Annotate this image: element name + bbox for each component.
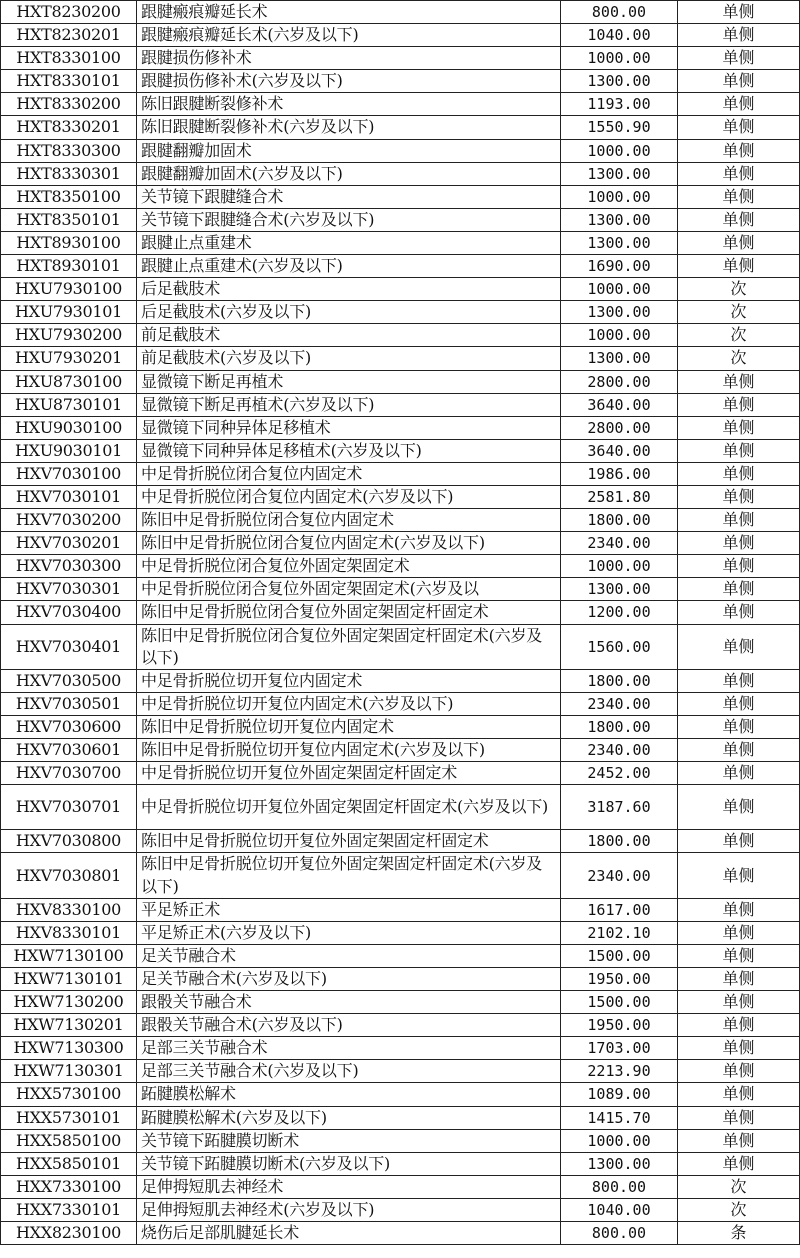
unit-cell: 单侧 (678, 24, 800, 47)
price-cell: 1000.00 (561, 47, 678, 70)
price-cell: 2340.00 (561, 692, 678, 715)
name-cell: 跟腱瘢痕瓣延长术(六岁及以下) (137, 24, 561, 47)
price-cell: 2340.00 (561, 853, 678, 898)
price-cell: 1617.00 (561, 898, 678, 921)
table-row (1, 578, 800, 601)
price-cell: 2581.80 (561, 485, 678, 508)
price-cell: 3640.00 (561, 393, 678, 416)
name-cell: 陈旧中足骨折脱位闭合复位内固定术(六岁及以下) (137, 532, 561, 555)
name-cell: 跟腱止点重建术(六岁及以下) (137, 255, 561, 278)
name-cell: 烧伤后足部肌腱延长术 (137, 1221, 561, 1244)
name-cell: 显微镜下断足再植术(六岁及以下) (137, 393, 561, 416)
code-cell: HXW7130201 (1, 1014, 137, 1037)
price-cell: 1000.00 (561, 324, 678, 347)
code-cell: HXX8230100 (1, 1221, 137, 1244)
price-cell: 1000.00 (561, 555, 678, 578)
unit-cell: 单侧 (678, 416, 800, 439)
table-row (1, 991, 800, 1014)
unit-cell: 单侧 (678, 578, 800, 601)
name-cell: 足关节融合术 (137, 944, 561, 967)
table-row (1, 624, 800, 669)
name-cell: 跟腱损伤修补术 (137, 47, 561, 70)
table-row (1, 898, 800, 921)
code-cell: HXX7330100 (1, 1175, 137, 1198)
code-cell: HXU9030101 (1, 439, 137, 462)
table-row (1, 24, 800, 47)
price-cell: 1300.00 (561, 231, 678, 254)
unit-cell: 单侧 (678, 944, 800, 967)
code-cell: HXT8330201 (1, 116, 137, 139)
table-row (1, 1, 800, 24)
table-row (1, 1175, 800, 1198)
unit-cell: 单侧 (678, 1, 800, 24)
code-cell: HXT8330200 (1, 93, 137, 116)
price-cell: 3640.00 (561, 439, 678, 462)
price-cell: 1986.00 (561, 462, 678, 485)
name-cell: 陈旧中足骨折脱位闭合复位外固定架固定杆固定术(六岁及以下) (137, 624, 561, 669)
table-row (1, 324, 800, 347)
name-cell: 中足骨折脱位切开复位内固定术(六岁及以下) (137, 692, 561, 715)
table-row (1, 231, 800, 254)
name-cell: 足部三关节融合术 (137, 1037, 561, 1060)
price-cell: 1800.00 (561, 715, 678, 738)
code-cell: HXU8730100 (1, 370, 137, 393)
price-cell: 800.00 (561, 1175, 678, 1198)
code-cell: HXX5730101 (1, 1106, 137, 1129)
table-row (1, 1060, 800, 1083)
price-cell: 800.00 (561, 1221, 678, 1244)
name-cell: 平足矫正术(六岁及以下) (137, 921, 561, 944)
unit-cell: 单侧 (678, 830, 800, 853)
name-cell: 中足骨折脱位闭合复位外固定架固定术(六岁及以 (137, 578, 561, 601)
table-row (1, 830, 800, 853)
table-row (1, 278, 800, 301)
unit-cell: 次 (678, 324, 800, 347)
name-cell: 跟腱止点重建术 (137, 231, 561, 254)
name-cell: 关节镜下跖腱膜切断术 (137, 1129, 561, 1152)
unit-cell: 单侧 (678, 47, 800, 70)
code-cell: HXV7030700 (1, 762, 137, 785)
table-row (1, 762, 800, 785)
price-cell: 1300.00 (561, 347, 678, 370)
code-cell: HXT8230200 (1, 1, 137, 24)
price-cell: 1950.00 (561, 967, 678, 990)
price-cell: 1300.00 (561, 301, 678, 324)
unit-cell: 次 (678, 1198, 800, 1221)
unit-cell: 单侧 (678, 393, 800, 416)
price-cell: 1040.00 (561, 1198, 678, 1221)
price-cell: 1040.00 (561, 24, 678, 47)
code-cell: HXV7030800 (1, 830, 137, 853)
code-cell: HXV7030100 (1, 462, 137, 485)
name-cell: 中足骨折脱位切开复位内固定术 (137, 669, 561, 692)
unit-cell: 单侧 (678, 162, 800, 185)
name-cell: 显微镜下同种异体足移植术(六岁及以下) (137, 439, 561, 462)
code-cell: HXT8330300 (1, 139, 137, 162)
code-cell: HXV8330100 (1, 898, 137, 921)
price-cell: 1415.70 (561, 1106, 678, 1129)
price-cell: 1000.00 (561, 185, 678, 208)
code-cell: HXX5730100 (1, 1083, 137, 1106)
table-row (1, 185, 800, 208)
code-cell: HXU9030100 (1, 416, 137, 439)
unit-cell: 次 (678, 347, 800, 370)
table-row (1, 255, 800, 278)
name-cell: 跖腱膜松解术(六岁及以下) (137, 1106, 561, 1129)
price-cell: 2800.00 (561, 416, 678, 439)
table-row (1, 785, 800, 830)
unit-cell: 单侧 (678, 1037, 800, 1060)
table-row (1, 485, 800, 508)
name-cell: 显微镜下同种异体足移植术 (137, 416, 561, 439)
table-row (1, 1037, 800, 1060)
table-row (1, 439, 800, 462)
price-cell: 2452.00 (561, 762, 678, 785)
unit-cell: 单侧 (678, 208, 800, 231)
code-cell: HXV8330101 (1, 921, 137, 944)
code-cell: HXV7030200 (1, 509, 137, 532)
price-table-body (1, 1, 800, 1245)
code-cell: HXT8330301 (1, 162, 137, 185)
table-row (1, 509, 800, 532)
table-row (1, 532, 800, 555)
name-cell: 陈旧跟腱断裂修补术(六岁及以下) (137, 116, 561, 139)
code-cell: HXW7130200 (1, 991, 137, 1014)
price-cell: 1560.00 (561, 624, 678, 669)
unit-cell: 单侧 (678, 1083, 800, 1106)
unit-cell: 单侧 (678, 1106, 800, 1129)
price-cell: 1300.00 (561, 162, 678, 185)
unit-cell: 单侧 (678, 439, 800, 462)
unit-cell: 单侧 (678, 967, 800, 990)
unit-cell: 单侧 (678, 532, 800, 555)
unit-cell: 单侧 (678, 991, 800, 1014)
price-cell: 1193.00 (561, 93, 678, 116)
unit-cell: 单侧 (678, 1129, 800, 1152)
table-row (1, 921, 800, 944)
price-cell: 1550.90 (561, 116, 678, 139)
table-row (1, 555, 800, 578)
code-cell: HXW7130300 (1, 1037, 137, 1060)
table-row (1, 669, 800, 692)
name-cell: 后足截肢术 (137, 278, 561, 301)
table-row (1, 47, 800, 70)
code-cell: HXV7030600 (1, 715, 137, 738)
code-cell: HXV7030400 (1, 601, 137, 624)
table-row (1, 1106, 800, 1129)
table-row (1, 208, 800, 231)
code-cell: HXT8230201 (1, 24, 137, 47)
code-cell: HXV7030500 (1, 669, 137, 692)
table-row (1, 944, 800, 967)
table-row (1, 393, 800, 416)
code-cell: HXU7930200 (1, 324, 137, 347)
name-cell: 关节镜下跟腱缝合术(六岁及以下) (137, 208, 561, 231)
unit-cell: 条 (678, 1221, 800, 1244)
name-cell: 关节镜下跟腱缝合术 (137, 185, 561, 208)
name-cell: 跟骰关节融合术 (137, 991, 561, 1014)
code-cell: HXU7930100 (1, 278, 137, 301)
unit-cell: 单侧 (678, 70, 800, 93)
code-cell: HXV7030501 (1, 692, 137, 715)
name-cell: 足部三关节融合术(六岁及以下) (137, 1060, 561, 1083)
price-cell: 1500.00 (561, 991, 678, 1014)
name-cell: 中足骨折脱位闭合复位外固定架固定术 (137, 555, 561, 578)
code-cell: HXX5850101 (1, 1152, 137, 1175)
name-cell: 跟骰关节融合术(六岁及以下) (137, 1014, 561, 1037)
name-cell: 跟腱瘢痕瓣延长术 (137, 1, 561, 24)
table-row (1, 347, 800, 370)
name-cell: 显微镜下断足再植术 (137, 370, 561, 393)
price-cell: 1000.00 (561, 1129, 678, 1152)
table-row (1, 601, 800, 624)
table-row (1, 1083, 800, 1106)
unit-cell: 单侧 (678, 624, 800, 669)
code-cell: HXW7130101 (1, 967, 137, 990)
name-cell: 中足骨折脱位闭合复位内固定术 (137, 462, 561, 485)
table-row (1, 715, 800, 738)
unit-cell: 单侧 (678, 116, 800, 139)
unit-cell: 单侧 (678, 739, 800, 762)
price-cell: 1000.00 (561, 139, 678, 162)
name-cell: 陈旧中足骨折脱位切开复位外固定架固定杆固定术 (137, 830, 561, 853)
table-row (1, 1129, 800, 1152)
table-row (1, 1198, 800, 1221)
code-cell: HXV7030300 (1, 555, 137, 578)
name-cell: 中足骨折脱位切开复位外固定架固定杆固定术(六岁及以下) (137, 785, 561, 830)
price-cell: 3187.60 (561, 785, 678, 830)
code-cell: HXT8350100 (1, 185, 137, 208)
price-cell: 2340.00 (561, 532, 678, 555)
unit-cell: 单侧 (678, 485, 800, 508)
unit-cell: 单侧 (678, 898, 800, 921)
code-cell: HXW7130301 (1, 1060, 137, 1083)
unit-cell: 单侧 (678, 669, 800, 692)
name-cell: 中足骨折脱位切开复位外固定架固定杆固定术 (137, 762, 561, 785)
code-cell: HXV7030801 (1, 853, 137, 898)
name-cell: 陈旧中足骨折脱位闭合复位内固定术 (137, 509, 561, 532)
code-cell: HXV7030101 (1, 485, 137, 508)
name-cell: 前足截肢术(六岁及以下) (137, 347, 561, 370)
name-cell: 跟腱翻瓣加固术 (137, 139, 561, 162)
price-cell: 1800.00 (561, 669, 678, 692)
table-row (1, 93, 800, 116)
price-cell: 1703.00 (561, 1037, 678, 1060)
name-cell: 足关节融合术(六岁及以下) (137, 967, 561, 990)
price-cell: 1300.00 (561, 578, 678, 601)
price-cell: 1200.00 (561, 601, 678, 624)
table-row (1, 139, 800, 162)
name-cell: 中足骨折脱位闭合复位内固定术(六岁及以下) (137, 485, 561, 508)
table-row (1, 967, 800, 990)
name-cell: 后足截肢术(六岁及以下) (137, 301, 561, 324)
name-cell: 陈旧跟腱断裂修补术 (137, 93, 561, 116)
table-row (1, 853, 800, 898)
unit-cell: 单侧 (678, 601, 800, 624)
table-row (1, 1221, 800, 1244)
price-cell: 1300.00 (561, 70, 678, 93)
unit-cell: 单侧 (678, 785, 800, 830)
table-row (1, 416, 800, 439)
price-cell: 1000.00 (561, 278, 678, 301)
unit-cell: 单侧 (678, 1060, 800, 1083)
unit-cell: 单侧 (678, 93, 800, 116)
unit-cell: 单侧 (678, 509, 800, 532)
table-row (1, 116, 800, 139)
price-cell: 2102.10 (561, 921, 678, 944)
price-cell: 1300.00 (561, 1152, 678, 1175)
unit-cell: 单侧 (678, 255, 800, 278)
code-cell: HXU7930201 (1, 347, 137, 370)
code-cell: HXV7030601 (1, 739, 137, 762)
price-cell: 1800.00 (561, 830, 678, 853)
unit-cell: 单侧 (678, 231, 800, 254)
name-cell: 前足截肢术 (137, 324, 561, 347)
unit-cell: 单侧 (678, 715, 800, 738)
code-cell: HXX7330101 (1, 1198, 137, 1221)
unit-cell: 次 (678, 278, 800, 301)
name-cell: 足伸拇短肌去神经术(六岁及以下) (137, 1198, 561, 1221)
code-cell: HXT8930101 (1, 255, 137, 278)
price-cell: 2340.00 (561, 739, 678, 762)
price-cell: 800.00 (561, 1, 678, 24)
unit-cell: 单侧 (678, 462, 800, 485)
table-row (1, 692, 800, 715)
name-cell: 跟腱损伤修补术(六岁及以下) (137, 70, 561, 93)
code-cell: HXV7030701 (1, 785, 137, 830)
unit-cell: 单侧 (678, 762, 800, 785)
unit-cell: 单侧 (678, 1152, 800, 1175)
unit-cell: 次 (678, 301, 800, 324)
price-cell: 1089.00 (561, 1083, 678, 1106)
unit-cell: 单侧 (678, 555, 800, 578)
unit-cell: 单侧 (678, 921, 800, 944)
unit-cell: 单侧 (678, 692, 800, 715)
code-cell: HXT8930100 (1, 231, 137, 254)
table-row (1, 739, 800, 762)
table-row (1, 370, 800, 393)
price-cell: 1800.00 (561, 509, 678, 532)
code-cell: HXU8730101 (1, 393, 137, 416)
unit-cell: 单侧 (678, 139, 800, 162)
code-cell: HXU7930101 (1, 301, 137, 324)
code-cell: HXT8350101 (1, 208, 137, 231)
unit-cell: 次 (678, 1175, 800, 1198)
name-cell: 陈旧中足骨折脱位切开复位内固定术(六岁及以下) (137, 739, 561, 762)
code-cell: HXX5850100 (1, 1129, 137, 1152)
table-row (1, 70, 800, 93)
name-cell: 陈旧中足骨折脱位闭合复位外固定架固定杆固定术 (137, 601, 561, 624)
code-cell: HXT8330101 (1, 70, 137, 93)
code-cell: HXV7030401 (1, 624, 137, 669)
table-row (1, 462, 800, 485)
price-cell: 1300.00 (561, 208, 678, 231)
table-row (1, 1152, 800, 1175)
name-cell: 平足矫正术 (137, 898, 561, 921)
unit-cell: 单侧 (678, 370, 800, 393)
name-cell: 跟腱翻瓣加固术(六岁及以下) (137, 162, 561, 185)
table-row (1, 301, 800, 324)
price-cell: 1690.00 (561, 255, 678, 278)
name-cell: 陈旧中足骨折脱位切开复位外固定架固定杆固定术(六岁及以下) (137, 853, 561, 898)
name-cell: 足伸拇短肌去神经术 (137, 1175, 561, 1198)
code-cell: HXW7130100 (1, 944, 137, 967)
code-cell: HXT8330100 (1, 47, 137, 70)
unit-cell: 单侧 (678, 185, 800, 208)
table-row (1, 162, 800, 185)
price-cell: 2800.00 (561, 370, 678, 393)
price-cell: 2213.90 (561, 1060, 678, 1083)
name-cell: 关节镜下跖腱膜切断术(六岁及以下) (137, 1152, 561, 1175)
unit-cell: 单侧 (678, 1014, 800, 1037)
price-cell: 1500.00 (561, 944, 678, 967)
table-row (1, 1014, 800, 1037)
code-cell: HXV7030201 (1, 532, 137, 555)
unit-cell: 单侧 (678, 853, 800, 898)
name-cell: 跖腱膜松解术 (137, 1083, 561, 1106)
code-cell: HXV7030301 (1, 578, 137, 601)
name-cell: 陈旧中足骨折脱位切开复位内固定术 (137, 715, 561, 738)
price-cell: 1950.00 (561, 1014, 678, 1037)
